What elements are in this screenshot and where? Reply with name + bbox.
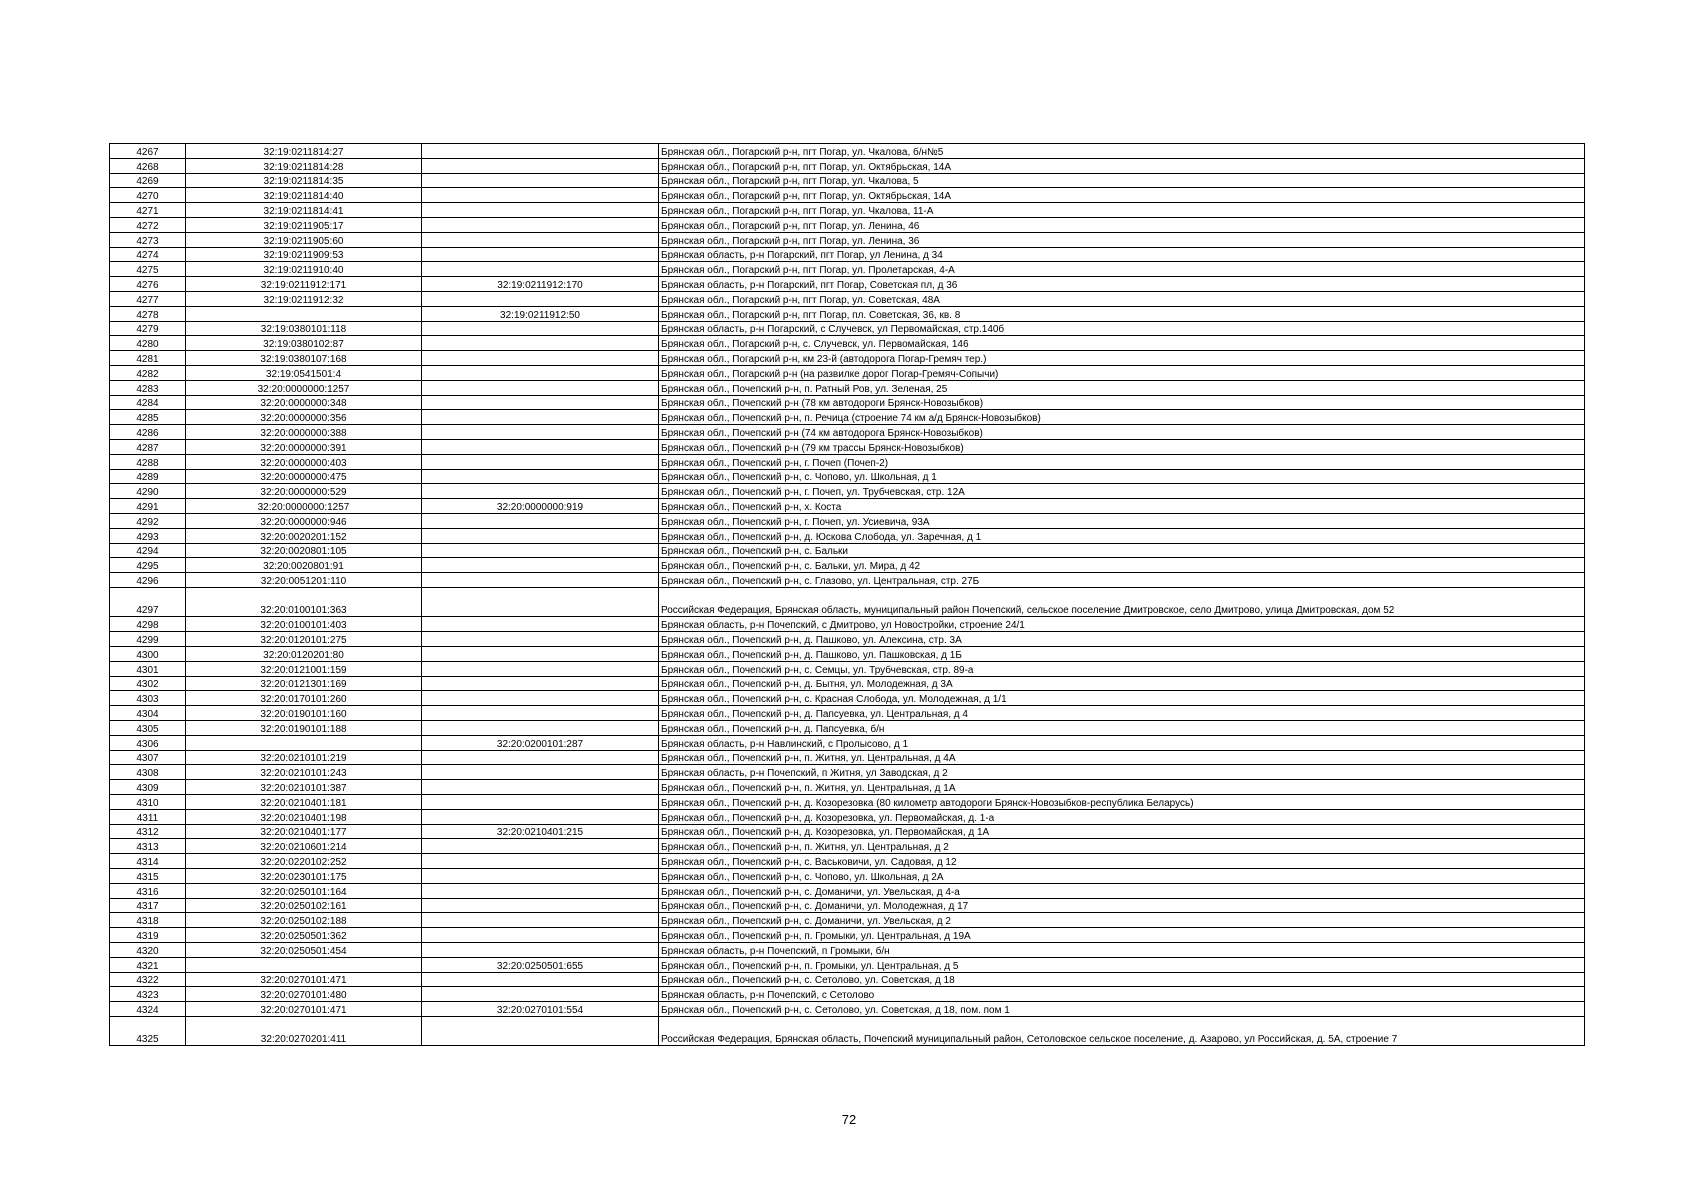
address-cell: Брянская обл., Почепский р-н, д. Папсуевка, б/н bbox=[659, 720, 1585, 735]
address-cell: Брянская обл., Почепский р-н, с. Чопово, ул. Школьная, д 1 bbox=[659, 469, 1585, 484]
table-row bbox=[110, 824, 1585, 839]
address-cell: Брянская обл., Погарский р-н, пгт Погар, ул. Советская, 48А bbox=[659, 291, 1585, 306]
related-cadastral-number-cell bbox=[422, 661, 659, 676]
cadastral-number-cell bbox=[186, 306, 422, 321]
cadastral-number-cell bbox=[186, 957, 422, 972]
address-cell: Брянская обл., Почепский р-н, с. Васьковичи, ул. Садовая, д 12 bbox=[659, 854, 1585, 869]
related-cadastral-number-cell bbox=[422, 868, 659, 883]
related-cadastral-number-cell bbox=[422, 395, 659, 410]
related-cadastral-number-cell bbox=[422, 676, 659, 691]
address-cell: Брянская обл., Почепский р-н, п. Громыки, ул. Центральная, д 5 bbox=[659, 957, 1585, 972]
related-cadastral-number-cell bbox=[422, 513, 659, 528]
cadastral-number-cell: 32:19:0211910:40 bbox=[186, 262, 422, 277]
table-row bbox=[110, 395, 1585, 410]
address-cell: Брянская область, р-н Погарский, пгт Погар, ул Ленина, д 34 bbox=[659, 247, 1585, 262]
table-row bbox=[110, 647, 1585, 662]
cadastral-number-cell: 32:20:0000000:403 bbox=[186, 454, 422, 469]
address-cell: Брянская обл., Погарский р-н, км 23-й (автодорога Погар-Гремяч тер.) bbox=[659, 351, 1585, 366]
row-number-cell: 4301 bbox=[110, 661, 186, 676]
cadastral-number-cell: 32:19:0380107:168 bbox=[186, 351, 422, 366]
table-row bbox=[110, 439, 1585, 454]
table-row bbox=[110, 868, 1585, 883]
row-number-cell: 4320 bbox=[110, 942, 186, 957]
related-cadastral-number-cell: 32:20:0000000:919 bbox=[422, 499, 659, 514]
row-number-cell: 4304 bbox=[110, 706, 186, 721]
cadastral-number-cell: 32:20:0000000:391 bbox=[186, 439, 422, 454]
cadastral-number-cell: 32:20:0000000:1257 bbox=[186, 380, 422, 395]
cadastral-number-cell: 32:19:0211814:27 bbox=[186, 144, 422, 159]
cadastral-number-cell: 32:20:0210401:198 bbox=[186, 809, 422, 824]
table-row bbox=[110, 306, 1585, 321]
cadastral-number-cell: 32:20:0120101:275 bbox=[186, 632, 422, 647]
address-cell: Брянская обл., Погарский р-н, с. Случевск, ул. Первомайская, 146 bbox=[659, 336, 1585, 351]
related-cadastral-number-cell: 32:19:0211912:50 bbox=[422, 306, 659, 321]
table-row bbox=[110, 365, 1585, 380]
row-number-cell: 4292 bbox=[110, 513, 186, 528]
table-row bbox=[110, 913, 1585, 928]
registry-table-body bbox=[110, 144, 1585, 1046]
table-row bbox=[110, 617, 1585, 632]
table-row bbox=[110, 750, 1585, 765]
table-row bbox=[110, 232, 1585, 247]
table-row bbox=[110, 898, 1585, 913]
table-row bbox=[110, 469, 1585, 484]
table-row bbox=[110, 188, 1585, 203]
table-row bbox=[110, 706, 1585, 721]
related-cadastral-number-cell bbox=[422, 558, 659, 573]
address-cell: Брянская обл., Почепский р-н, с. Сетолово, ул. Советская, д 18, пом. пом 1 bbox=[659, 1002, 1585, 1017]
row-number-cell: 4325 bbox=[110, 1016, 186, 1046]
row-number-cell: 4296 bbox=[110, 573, 186, 588]
address-cell: Брянская область, р-н Погарский, пгт Погар, Советская пл, д 36 bbox=[659, 277, 1585, 292]
cadastral-number-cell: 32:20:0121301:169 bbox=[186, 676, 422, 691]
row-number-cell: 4284 bbox=[110, 395, 186, 410]
row-number-cell: 4317 bbox=[110, 898, 186, 913]
cadastral-number-cell: 32:19:0211814:28 bbox=[186, 158, 422, 173]
address-cell: Брянская обл., Почепский р-н, с. Доманичи, ул. Молодежная, д 17 bbox=[659, 898, 1585, 913]
related-cadastral-number-cell: 32:20:0270101:554 bbox=[422, 1002, 659, 1017]
related-cadastral-number-cell bbox=[422, 691, 659, 706]
row-number-cell: 4312 bbox=[110, 824, 186, 839]
cadastral-number-cell: 32:19:0211814:40 bbox=[186, 188, 422, 203]
registry-table bbox=[109, 143, 1585, 1046]
address-cell: Брянская обл., Почепский р-н, с. Бальки bbox=[659, 543, 1585, 558]
cadastral-number-cell: 32:20:0000000:1257 bbox=[186, 499, 422, 514]
cadastral-number-cell: 32:20:0100101:403 bbox=[186, 617, 422, 632]
table-row bbox=[110, 425, 1585, 440]
table-row bbox=[110, 277, 1585, 292]
related-cadastral-number-cell bbox=[422, 410, 659, 425]
table-row bbox=[110, 513, 1585, 528]
related-cadastral-number-cell bbox=[422, 928, 659, 943]
table-row bbox=[110, 336, 1585, 351]
row-number-cell: 4298 bbox=[110, 617, 186, 632]
row-number-cell: 4300 bbox=[110, 647, 186, 662]
cadastral-number-cell: 32:20:0000000:529 bbox=[186, 484, 422, 499]
related-cadastral-number-cell bbox=[422, 247, 659, 262]
address-cell: Брянская обл., Почепский р-н, г. Почеп, ул. Трубчевская, стр. 12А bbox=[659, 484, 1585, 499]
related-cadastral-number-cell bbox=[422, 750, 659, 765]
row-number-cell: 4272 bbox=[110, 217, 186, 232]
address-cell: Брянская обл., Почепский р-н, г. Почеп (Почеп-2) bbox=[659, 454, 1585, 469]
cadastral-number-cell: 32:20:0000000:388 bbox=[186, 425, 422, 440]
table-row bbox=[110, 661, 1585, 676]
address-cell: Брянская обл., Почепский р-н, х. Коста bbox=[659, 499, 1585, 514]
table-row bbox=[110, 957, 1585, 972]
cadastral-number-cell: 32:20:0020801:91 bbox=[186, 558, 422, 573]
table-row bbox=[110, 247, 1585, 262]
cadastral-number-cell: 32:20:0120201:80 bbox=[186, 647, 422, 662]
table-row bbox=[110, 839, 1585, 854]
table-row bbox=[110, 809, 1585, 824]
address-cell: Брянская обл., Почепский р-н (74 км автодорога Брянск-Новозыбков) bbox=[659, 425, 1585, 440]
row-number-cell: 4290 bbox=[110, 484, 186, 499]
address-cell: Брянская обл., Почепский р-н (79 км трассы Брянск-Новозыбков) bbox=[659, 439, 1585, 454]
address-cell: Брянская обл., Почепский р-н, п. Речица (строение 74 км а/д Брянск-Новозыбков) bbox=[659, 410, 1585, 425]
related-cadastral-number-cell bbox=[422, 203, 659, 218]
row-number-cell: 4322 bbox=[110, 972, 186, 987]
cadastral-number-cell: 32:20:0210101:243 bbox=[186, 765, 422, 780]
row-number-cell: 4321 bbox=[110, 957, 186, 972]
related-cadastral-number-cell bbox=[422, 484, 659, 499]
address-cell: Брянская обл., Погарский р-н, пгт Погар, пл. Советская, 36, кв. 8 bbox=[659, 306, 1585, 321]
cadastral-number-cell bbox=[186, 735, 422, 750]
cadastral-number-cell: 32:20:0270101:480 bbox=[186, 987, 422, 1002]
row-number-cell: 4270 bbox=[110, 188, 186, 203]
table-row bbox=[110, 883, 1585, 898]
row-number-cell: 4268 bbox=[110, 158, 186, 173]
related-cadastral-number-cell bbox=[422, 528, 659, 543]
related-cadastral-number-cell bbox=[422, 173, 659, 188]
address-cell: Брянская обл., Почепский р-н, п. Житня, ул. Центральная, д 2 bbox=[659, 839, 1585, 854]
row-number-cell: 4306 bbox=[110, 735, 186, 750]
address-cell: Брянская обл., Почепский р-н, д. Козорезовка (80 километр автодороги Брянск-Новозыбков-республика Беларусь) bbox=[659, 794, 1585, 809]
cadastral-number-cell: 32:20:0020201:152 bbox=[186, 528, 422, 543]
address-cell: Российская Федерация, Брянская область, Почепский муниципальный район, Сетоловское сельское поселение, д. Азарово, ул Российская, д. 5А, строение 7 bbox=[659, 1016, 1585, 1046]
table-row bbox=[110, 351, 1585, 366]
cadastral-number-cell: 32:19:0211909:53 bbox=[186, 247, 422, 262]
row-number-cell: 4316 bbox=[110, 883, 186, 898]
table-row bbox=[110, 380, 1585, 395]
row-number-cell: 4286 bbox=[110, 425, 186, 440]
related-cadastral-number-cell bbox=[422, 439, 659, 454]
address-cell: Брянская обл., Погарский р-н, пгт Погар, ул. Чкалова, 11-А bbox=[659, 203, 1585, 218]
row-number-cell: 4289 bbox=[110, 469, 186, 484]
cadastral-number-cell: 32:20:0230101:175 bbox=[186, 868, 422, 883]
row-number-cell: 4288 bbox=[110, 454, 186, 469]
table-row bbox=[110, 942, 1585, 957]
cadastral-number-cell: 32:20:0250501:454 bbox=[186, 942, 422, 957]
row-number-cell: 4267 bbox=[110, 144, 186, 159]
cadastral-number-cell: 32:19:0541501:4 bbox=[186, 365, 422, 380]
address-cell: Брянская обл., Почепский р-н, д. Козорезовка, ул. Первомайская, д 1А bbox=[659, 824, 1585, 839]
table-row bbox=[110, 203, 1585, 218]
table-row bbox=[110, 928, 1585, 943]
address-cell: Брянская обл., Почепский р-н, с. Сетолово, ул. Советская, д 18 bbox=[659, 972, 1585, 987]
table-row bbox=[110, 454, 1585, 469]
row-number-cell: 4277 bbox=[110, 291, 186, 306]
related-cadastral-number-cell bbox=[422, 1016, 659, 1046]
table-row bbox=[110, 528, 1585, 543]
cadastral-number-cell: 32:20:0000000:475 bbox=[186, 469, 422, 484]
row-number-cell: 4297 bbox=[110, 587, 186, 617]
row-number-cell: 4295 bbox=[110, 558, 186, 573]
related-cadastral-number-cell bbox=[422, 632, 659, 647]
table-row bbox=[110, 543, 1585, 558]
cadastral-number-cell: 32:20:0121001:159 bbox=[186, 661, 422, 676]
address-cell: Брянская обл., Почепский р-н, п. Громыки, ул. Центральная, д 19А bbox=[659, 928, 1585, 943]
address-cell: Брянская область, р-н Почепский, с Сетолово bbox=[659, 987, 1585, 1002]
row-number-cell: 4282 bbox=[110, 365, 186, 380]
table-row bbox=[110, 794, 1585, 809]
table-row bbox=[110, 587, 1585, 617]
related-cadastral-number-cell bbox=[422, 425, 659, 440]
cadastral-number-cell: 32:20:0250102:161 bbox=[186, 898, 422, 913]
cadastral-number-cell: 32:19:0380102:87 bbox=[186, 336, 422, 351]
row-number-cell: 4285 bbox=[110, 410, 186, 425]
row-number-cell: 4280 bbox=[110, 336, 186, 351]
row-number-cell: 4313 bbox=[110, 839, 186, 854]
table-row bbox=[110, 217, 1585, 232]
related-cadastral-number-cell bbox=[422, 720, 659, 735]
cadastral-number-cell: 32:20:0270201:411 bbox=[186, 1016, 422, 1046]
related-cadastral-number-cell bbox=[422, 573, 659, 588]
address-cell: Брянская обл., Почепский р-н, д. Юскова Слобода, ул. Заречная, д 1 bbox=[659, 528, 1585, 543]
address-cell: Брянская обл., Почепский р-н, п. Ратный Ров, ул. Зеленая, 25 bbox=[659, 380, 1585, 395]
address-cell: Брянская обл., Погарский р-н, пгт Погар, ул. Октябрьская, 14А bbox=[659, 158, 1585, 173]
cadastral-number-cell: 32:20:0210401:177 bbox=[186, 824, 422, 839]
cadastral-number-cell: 32:19:0211905:17 bbox=[186, 217, 422, 232]
table-row bbox=[110, 972, 1585, 987]
row-number-cell: 4273 bbox=[110, 232, 186, 247]
address-cell: Брянская область, р-н Почепский, п Громыки, б/н bbox=[659, 942, 1585, 957]
cadastral-number-cell: 32:20:0270101:471 bbox=[186, 1002, 422, 1017]
address-cell: Брянская область, р-н Погарский, с Случевск, ул Первомайская, стр.140б bbox=[659, 321, 1585, 336]
row-number-cell: 4283 bbox=[110, 380, 186, 395]
address-cell: Российская Федерация, Брянская область, муниципальный район Почепский, сельское поселение Дмитровское, село Дмитрово, улица Дмитровская, дом 52 bbox=[659, 587, 1585, 617]
address-cell: Брянская область, р-н Навлинский, с Пролысово, д 1 bbox=[659, 735, 1585, 750]
cadastral-number-cell: 32:20:0250501:362 bbox=[186, 928, 422, 943]
address-cell: Брянская обл., Почепский р-н, с. Семцы, ул. Трубчевская, стр. 89-а bbox=[659, 661, 1585, 676]
table-row bbox=[110, 291, 1585, 306]
cadastral-number-cell: 32:20:0210101:387 bbox=[186, 780, 422, 795]
cadastral-number-cell: 32:19:0211814:41 bbox=[186, 203, 422, 218]
row-number-cell: 4307 bbox=[110, 750, 186, 765]
row-number-cell: 4315 bbox=[110, 868, 186, 883]
related-cadastral-number-cell bbox=[422, 321, 659, 336]
related-cadastral-number-cell bbox=[422, 543, 659, 558]
row-number-cell: 4319 bbox=[110, 928, 186, 943]
related-cadastral-number-cell bbox=[422, 839, 659, 854]
address-cell: Брянская обл., Почепский р-н, д. Пашково, ул. Алексина, стр. 3А bbox=[659, 632, 1585, 647]
related-cadastral-number-cell bbox=[422, 232, 659, 247]
related-cadastral-number-cell bbox=[422, 144, 659, 159]
row-number-cell: 4275 bbox=[110, 262, 186, 277]
related-cadastral-number-cell bbox=[422, 854, 659, 869]
related-cadastral-number-cell bbox=[422, 942, 659, 957]
table-row bbox=[110, 1002, 1585, 1017]
address-cell: Брянская обл., Почепский р-н, с. Глазово, ул. Центральная, стр. 27Б bbox=[659, 573, 1585, 588]
address-cell: Брянская обл., Погарский р-н (на развилке дорог Погар-Гремяч-Сопычи) bbox=[659, 365, 1585, 380]
page-number: 72 bbox=[841, 1112, 857, 1127]
related-cadastral-number-cell: 32:20:0200101:287 bbox=[422, 735, 659, 750]
table-row bbox=[110, 735, 1585, 750]
related-cadastral-number-cell: 32:20:0210401:215 bbox=[422, 824, 659, 839]
related-cadastral-number-cell bbox=[422, 454, 659, 469]
related-cadastral-number-cell bbox=[422, 262, 659, 277]
row-number-cell: 4281 bbox=[110, 351, 186, 366]
related-cadastral-number-cell bbox=[422, 794, 659, 809]
row-number-cell: 4308 bbox=[110, 765, 186, 780]
related-cadastral-number-cell bbox=[422, 158, 659, 173]
address-cell: Брянская обл., Погарский р-н, пгт Погар, ул. Пролетарская, 4-А bbox=[659, 262, 1585, 277]
related-cadastral-number-cell bbox=[422, 883, 659, 898]
related-cadastral-number-cell bbox=[422, 469, 659, 484]
table-row bbox=[110, 987, 1585, 1002]
table-row bbox=[110, 499, 1585, 514]
table-row bbox=[110, 158, 1585, 173]
row-number-cell: 4278 bbox=[110, 306, 186, 321]
related-cadastral-number-cell bbox=[422, 365, 659, 380]
related-cadastral-number-cell bbox=[422, 647, 659, 662]
row-number-cell: 4302 bbox=[110, 676, 186, 691]
table-row bbox=[110, 780, 1585, 795]
row-number-cell: 4318 bbox=[110, 913, 186, 928]
table-row bbox=[110, 484, 1585, 499]
address-cell: Брянская область, р-н Почепский, п Житня, ул Заводская, д 2 bbox=[659, 765, 1585, 780]
table-row bbox=[110, 173, 1585, 188]
cadastral-number-cell: 32:19:0211912:32 bbox=[186, 291, 422, 306]
cadastral-number-cell: 32:20:0190101:160 bbox=[186, 706, 422, 721]
row-number-cell: 4271 bbox=[110, 203, 186, 218]
address-cell: Брянская область, р-н Почепский, с Дмитрово, ул Новостройки, строение 24/1 bbox=[659, 617, 1585, 632]
related-cadastral-number-cell bbox=[422, 291, 659, 306]
address-cell: Брянская обл., Почепский р-н, с. Доманичи, ул. Увельская, д 4-а bbox=[659, 883, 1585, 898]
address-cell: Брянская обл., Почепский р-н, д. Козорезовка, ул. Первомайская, д. 1-а bbox=[659, 809, 1585, 824]
address-cell: Брянская обл., Погарский р-н, пгт Погар, ул. Чкалова, б/н№5 bbox=[659, 144, 1585, 159]
table-row bbox=[110, 691, 1585, 706]
row-number-cell: 4279 bbox=[110, 321, 186, 336]
cadastral-number-cell: 32:20:0000000:946 bbox=[186, 513, 422, 528]
cadastral-number-cell: 32:19:0211814:35 bbox=[186, 173, 422, 188]
address-cell: Брянская обл., Почепский р-н, г. Почеп, ул. Усиевича, 93А bbox=[659, 513, 1585, 528]
table-row bbox=[110, 676, 1585, 691]
related-cadastral-number-cell bbox=[422, 898, 659, 913]
table-row bbox=[110, 720, 1585, 735]
cadastral-number-cell: 32:20:0210101:219 bbox=[186, 750, 422, 765]
table-row bbox=[110, 558, 1585, 573]
address-cell: Брянская обл., Почепский р-н, д. Папсуевка, ул. Центральная, д 4 bbox=[659, 706, 1585, 721]
table-row bbox=[110, 410, 1585, 425]
address-cell: Брянская обл., Почепский р-н, д. Пашково, ул. Пашковская, д 1Б bbox=[659, 647, 1585, 662]
related-cadastral-number-cell bbox=[422, 217, 659, 232]
address-cell: Брянская обл., Почепский р-н, с. Красная Слобода, ул. Молодежная, д 1/1 bbox=[659, 691, 1585, 706]
row-number-cell: 4294 bbox=[110, 543, 186, 558]
cadastral-number-cell: 32:20:0051201:110 bbox=[186, 573, 422, 588]
address-cell: Брянская обл., Почепский р-н, с. Доманичи, ул. Увельская, д 2 bbox=[659, 913, 1585, 928]
related-cadastral-number-cell bbox=[422, 617, 659, 632]
cadastral-number-cell: 32:20:0190101:188 bbox=[186, 720, 422, 735]
address-cell: Брянская обл., Почепский р-н, п. Житня, ул. Центральная, д 4А bbox=[659, 750, 1585, 765]
row-number-cell: 4323 bbox=[110, 987, 186, 1002]
cadastral-number-cell: 32:20:0170101:260 bbox=[186, 691, 422, 706]
cadastral-number-cell: 32:19:0211912:171 bbox=[186, 277, 422, 292]
address-cell: Брянская обл., Погарский р-н, пгт Погар, ул. Октябрьская, 14А bbox=[659, 188, 1585, 203]
table-row bbox=[110, 573, 1585, 588]
row-number-cell: 4299 bbox=[110, 632, 186, 647]
related-cadastral-number-cell: 32:20:0250501:655 bbox=[422, 957, 659, 972]
row-number-cell: 4274 bbox=[110, 247, 186, 262]
related-cadastral-number-cell bbox=[422, 913, 659, 928]
cadastral-number-cell: 32:20:0000000:356 bbox=[186, 410, 422, 425]
cadastral-number-cell: 32:20:0020801:105 bbox=[186, 543, 422, 558]
related-cadastral-number-cell bbox=[422, 188, 659, 203]
row-number-cell: 4303 bbox=[110, 691, 186, 706]
related-cadastral-number-cell bbox=[422, 972, 659, 987]
table-row bbox=[110, 144, 1585, 159]
related-cadastral-number-cell bbox=[422, 765, 659, 780]
related-cadastral-number-cell bbox=[422, 351, 659, 366]
address-cell: Брянская обл., Почепский р-н (78 км автодороги Брянск-Новозыбков) bbox=[659, 395, 1585, 410]
related-cadastral-number-cell bbox=[422, 809, 659, 824]
cadastral-number-cell: 32:20:0250101:164 bbox=[186, 883, 422, 898]
table-row bbox=[110, 321, 1585, 336]
address-cell: Брянская обл., Погарский р-н, пгт Погар, ул. Ленина, 36 bbox=[659, 232, 1585, 247]
address-cell: Брянская обл., Погарский р-н, пгт Погар, ул. Чкалова, 5 bbox=[659, 173, 1585, 188]
row-number-cell: 4314 bbox=[110, 854, 186, 869]
row-number-cell: 4291 bbox=[110, 499, 186, 514]
address-cell: Брянская обл., Почепский р-н, п. Житня, ул. Центральная, д 1А bbox=[659, 780, 1585, 795]
cadastral-number-cell: 32:19:0211905:60 bbox=[186, 232, 422, 247]
table-row bbox=[110, 632, 1585, 647]
cadastral-number-cell: 32:20:0220102:252 bbox=[186, 854, 422, 869]
table-row bbox=[110, 854, 1585, 869]
cadastral-number-cell: 32:20:0000000:348 bbox=[186, 395, 422, 410]
row-number-cell: 4293 bbox=[110, 528, 186, 543]
cadastral-number-cell: 32:20:0270101:471 bbox=[186, 972, 422, 987]
row-number-cell: 4287 bbox=[110, 439, 186, 454]
address-cell: Брянская обл., Почепский р-н, с. Бальки, ул. Мира, д 42 bbox=[659, 558, 1585, 573]
related-cadastral-number-cell bbox=[422, 380, 659, 395]
related-cadastral-number-cell: 32:19:0211912:170 bbox=[422, 277, 659, 292]
related-cadastral-number-cell bbox=[422, 780, 659, 795]
row-number-cell: 4309 bbox=[110, 780, 186, 795]
row-number-cell: 4311 bbox=[110, 809, 186, 824]
address-cell: Брянская обл., Почепский р-н, с. Чопово, ул. Школьная, д 2А bbox=[659, 868, 1585, 883]
row-number-cell: 4276 bbox=[110, 277, 186, 292]
address-cell: Брянская обл., Почепский р-н, д. Бытня, ул. Молодежная, д 3А bbox=[659, 676, 1585, 691]
cadastral-number-cell: 32:20:0250102:188 bbox=[186, 913, 422, 928]
cadastral-number-cell: 32:19:0380101:118 bbox=[186, 321, 422, 336]
row-number-cell: 4269 bbox=[110, 173, 186, 188]
row-number-cell: 4310 bbox=[110, 794, 186, 809]
related-cadastral-number-cell bbox=[422, 706, 659, 721]
related-cadastral-number-cell bbox=[422, 336, 659, 351]
row-number-cell: 4305 bbox=[110, 720, 186, 735]
row-number-cell: 4324 bbox=[110, 1002, 186, 1017]
cadastral-number-cell: 32:20:0210601:214 bbox=[186, 839, 422, 854]
table-row bbox=[110, 765, 1585, 780]
cadastral-number-cell: 32:20:0100101:363 bbox=[186, 587, 422, 617]
cadastral-number-cell: 32:20:0210401:181 bbox=[186, 794, 422, 809]
related-cadastral-number-cell bbox=[422, 587, 659, 617]
table-row bbox=[110, 262, 1585, 277]
table-row bbox=[110, 1016, 1585, 1046]
related-cadastral-number-cell bbox=[422, 987, 659, 1002]
address-cell: Брянская обл., Погарский р-н, пгт Погар, ул. Ленина, 46 bbox=[659, 217, 1585, 232]
